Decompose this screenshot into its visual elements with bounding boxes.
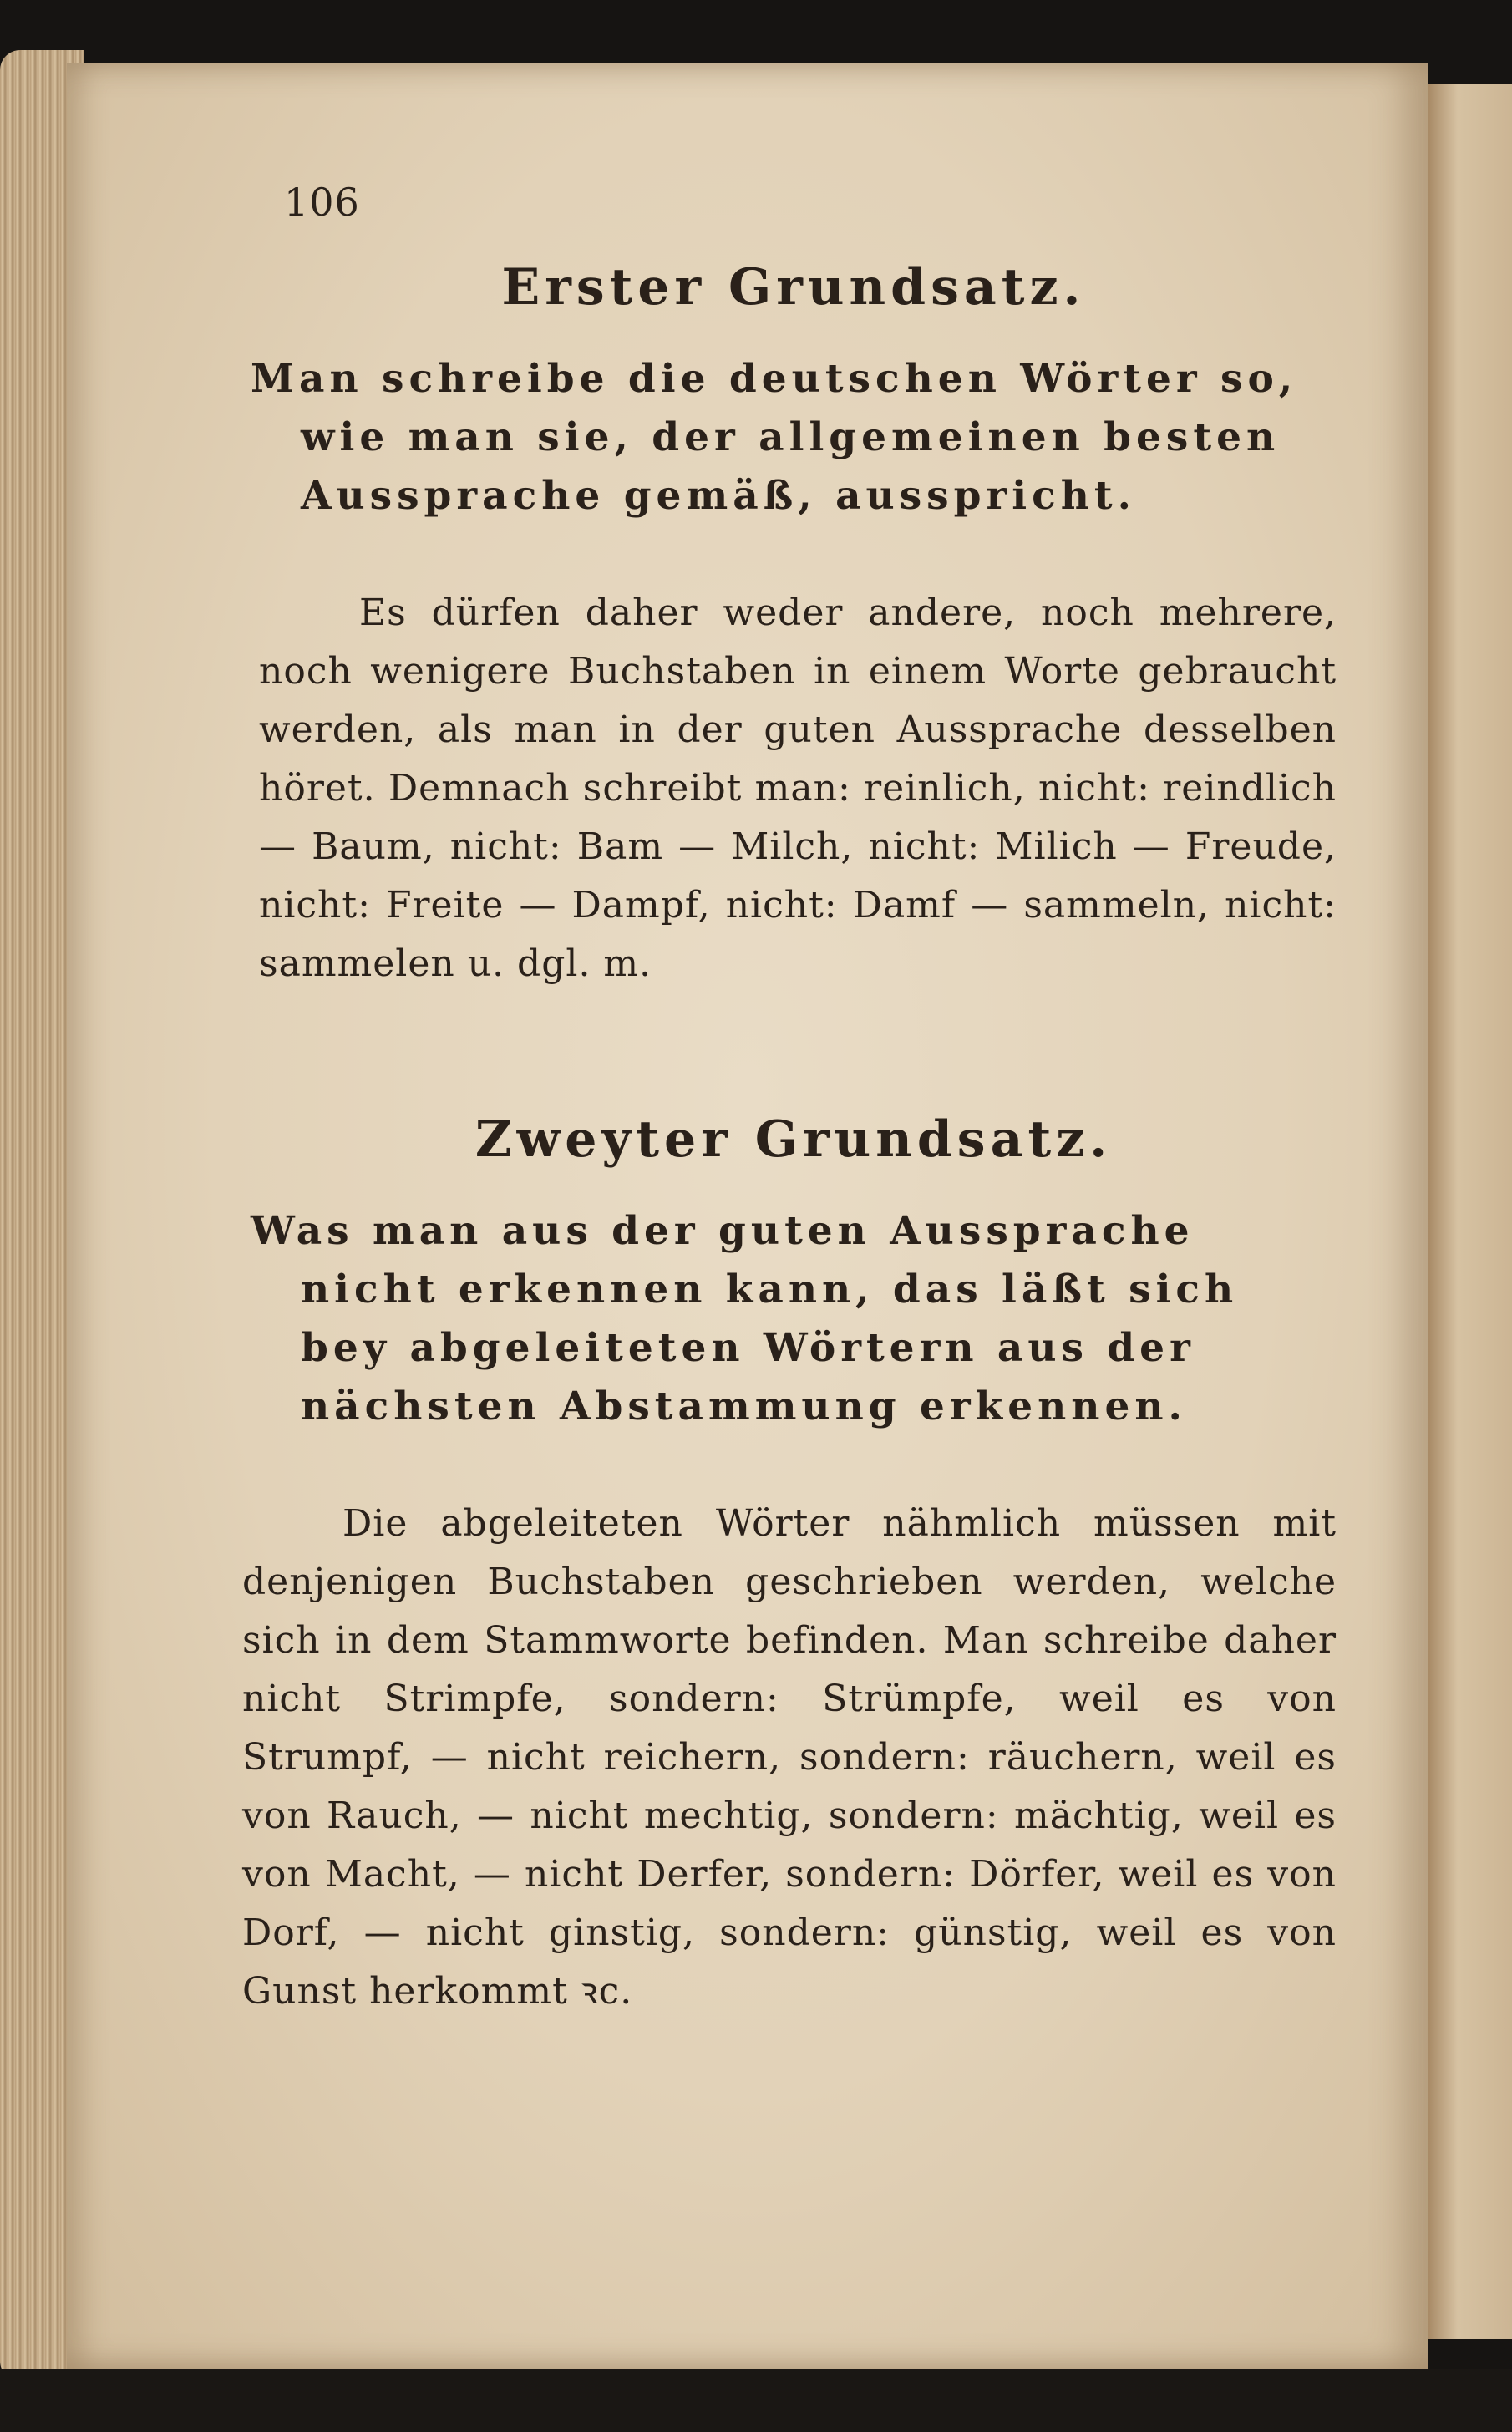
section-heading-2: Zweyter Grundsatz. bbox=[474, 1110, 1113, 1169]
explanation-paragraph-1: Es dürfen daher weder andere, noch mehrere, noch wenigere Buchstaben in einem Worte gebraucht werden, als man in der guten Aussprache desselben höret. Demnach schreibt man: reinlich, nicht: reindlich — Baum, nicht: Bam — Milch, nicht: Milich — Freude, nicht: Freite — Dampf, nicht: Damf — sammeln, nicht: sammelen u. dgl. m. bbox=[259, 591, 1337, 985]
page-number: 106 bbox=[284, 180, 360, 225]
page-text bbox=[242, 180, 1337, 2021]
rule-statement-1: Man schreibe die deutschen Wörter so, wie man sie, der allgemeinen besten Aussprache gemäß, ausspricht. bbox=[251, 356, 1298, 519]
explanation-paragraph-2: Die abgeleiteten Wörter nähmlich müssen mit denjenigen Buchstaben geschrieben werden, welche sich in dem Stammworte befinden. Man schreibe daher nicht Strimpfe, sondern: Strümpfe, weil es von Strumpf, — nicht reichern, sondern: räuchern, weil es von Rauch, — nicht mechtig, sondern: mächtig, weil es von Macht, — nicht Derfer, sondern: Dörfer, weil es von Dorf, — nicht ginstig, sondern: günstig, weil es von Gunst herkommt ꝛc. bbox=[242, 1502, 1337, 2013]
section-heading-1: Erster Grundsatz. bbox=[501, 258, 1086, 317]
rule-statement-2: Was man aus der guten Aussprache nicht erkennen kann, das läßt sich bey abgeleiteten Wörtern aus der nächsten Abstammung erkennen. bbox=[251, 1208, 1239, 1429]
facing-page-edge bbox=[1428, 84, 1512, 2339]
scan-background bbox=[0, 2369, 1512, 2432]
